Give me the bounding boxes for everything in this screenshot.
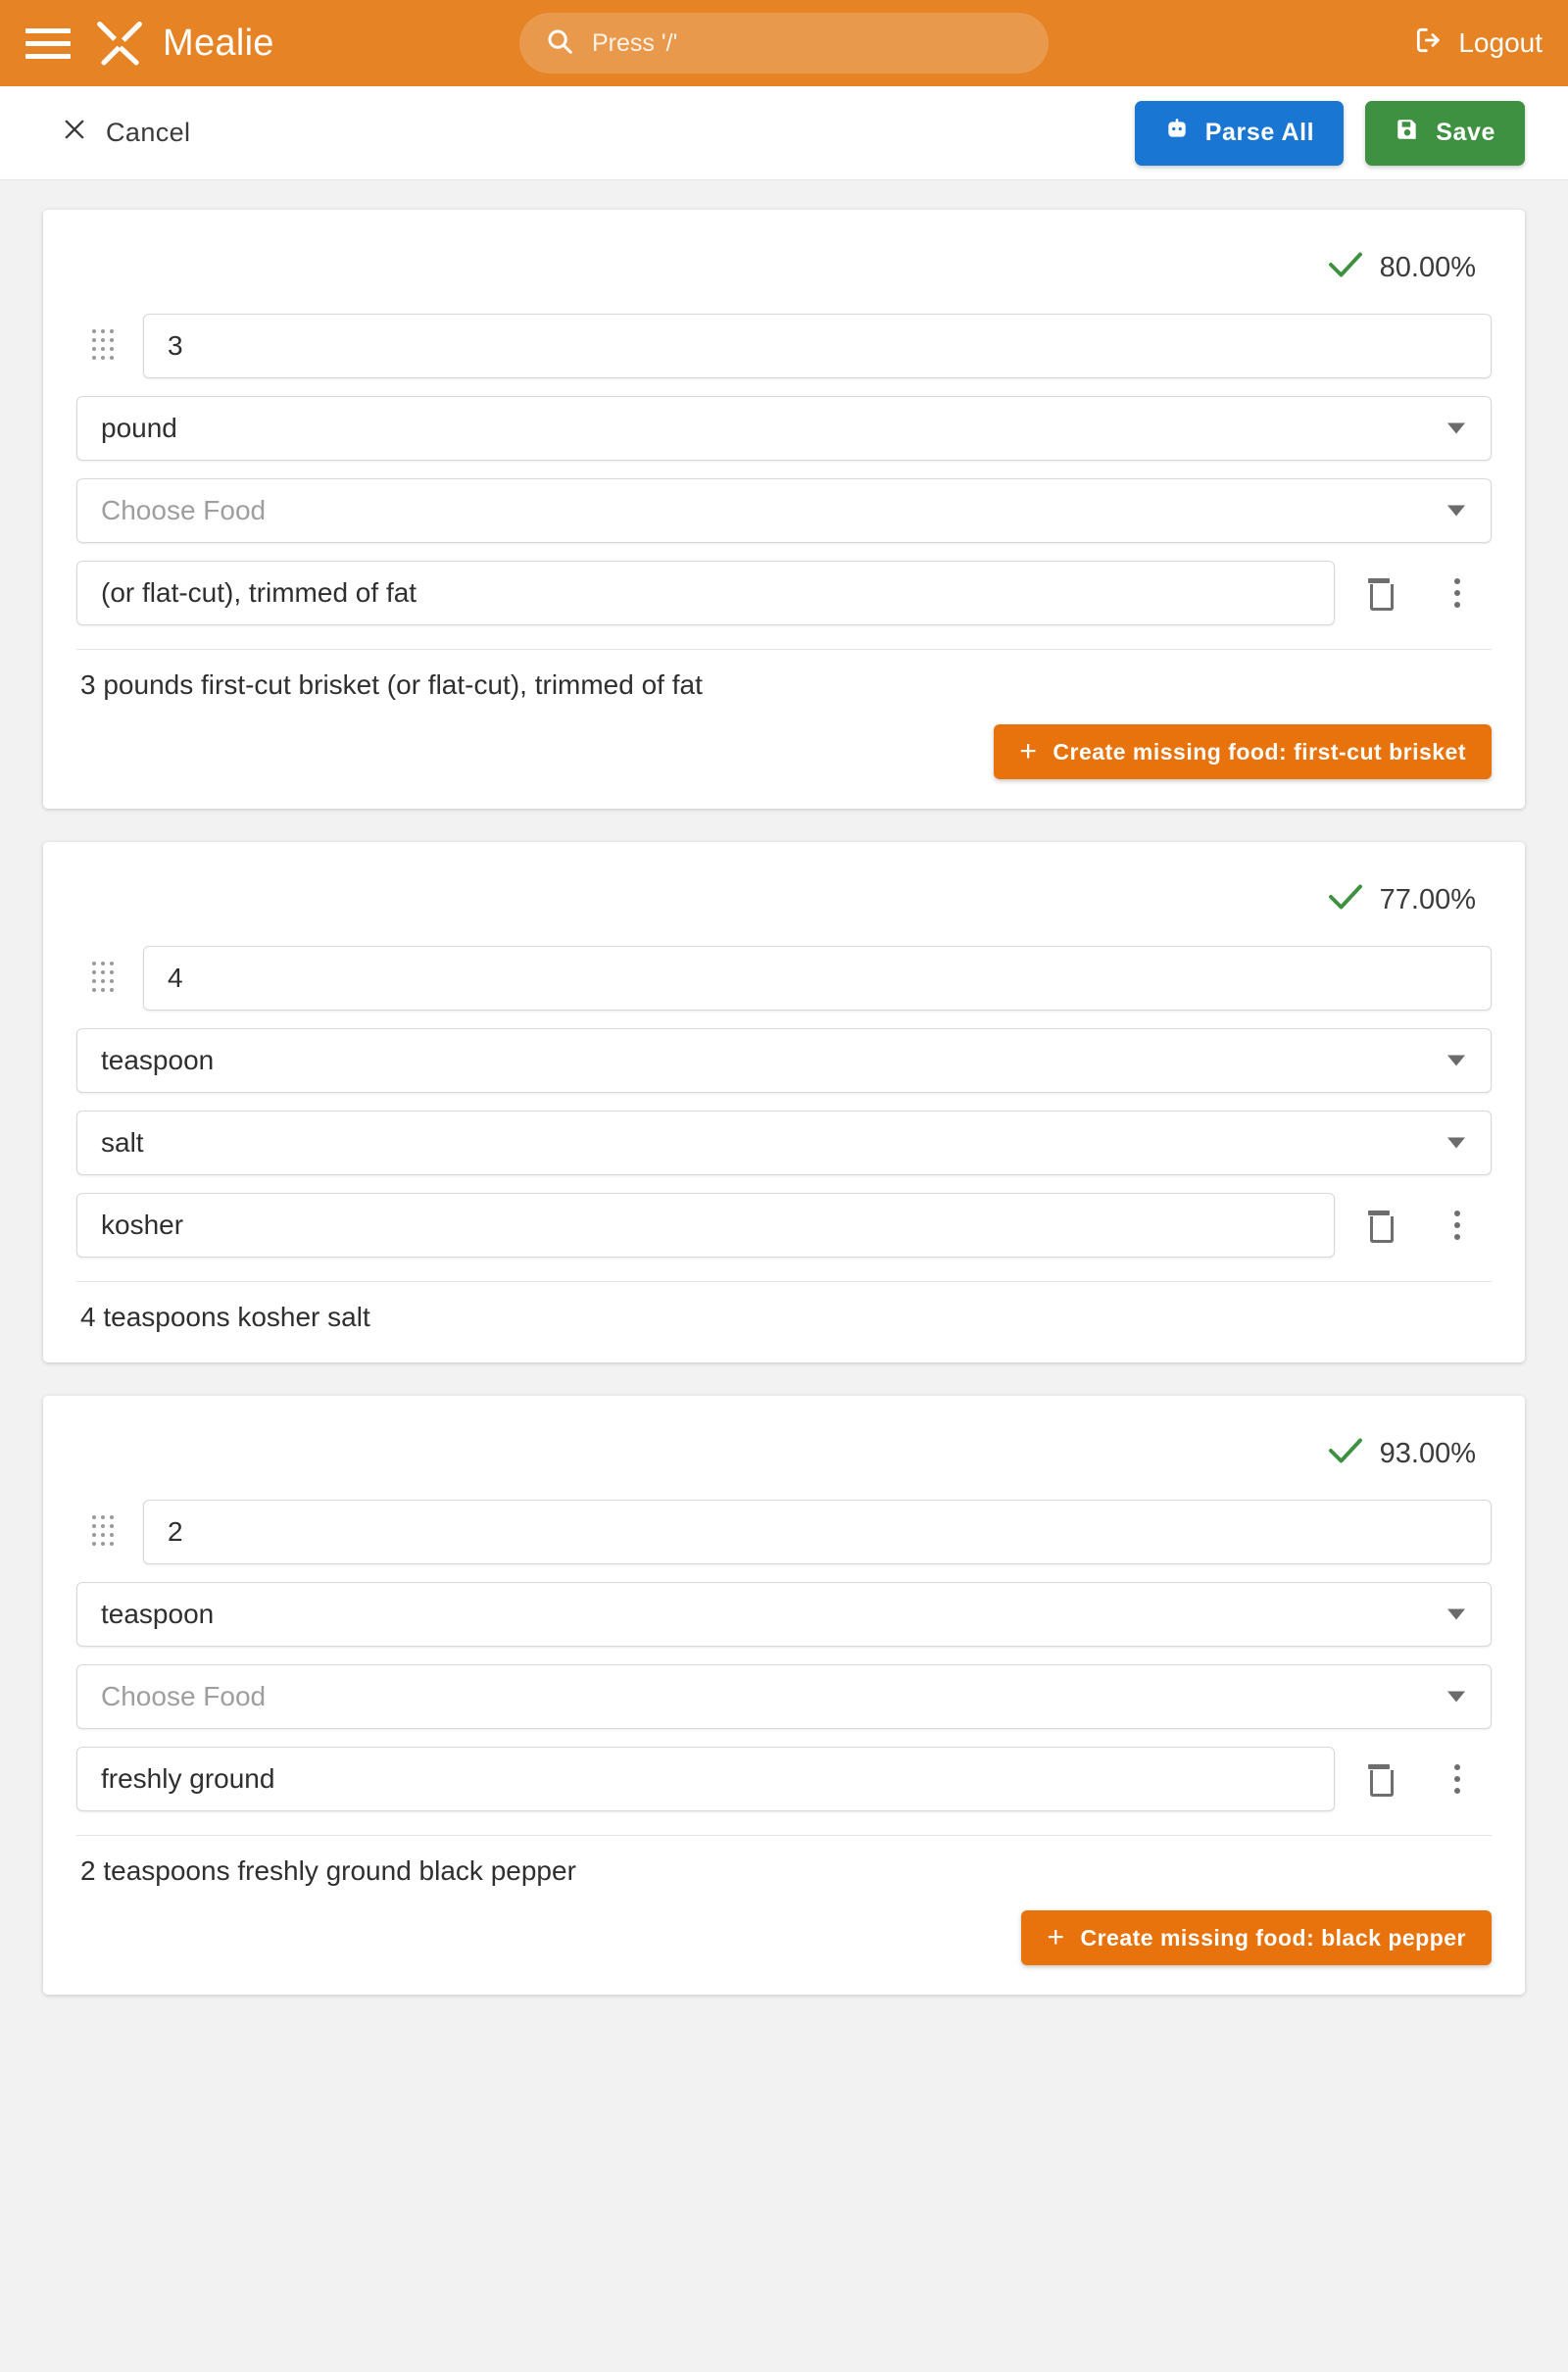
quantity-row: [76, 1500, 1492, 1564]
divider: [76, 649, 1492, 650]
confidence-indicator: [76, 235, 1492, 314]
quantity-input[interactable]: 3: [143, 314, 1492, 378]
unit-select[interactable]: [76, 1028, 1492, 1093]
note-row: [76, 561, 1492, 625]
confidence-indicator: [76, 1421, 1492, 1500]
unit-select-wrap: [76, 1582, 1492, 1647]
drag-handle-icon[interactable]: [92, 1515, 122, 1549]
delete-ingredient-button[interactable]: [1345, 1193, 1413, 1258]
food-select[interactable]: [76, 1111, 1492, 1175]
plus-icon: +: [1019, 735, 1038, 767]
search-box[interactable]: [519, 13, 1049, 74]
delete-ingredient-button[interactable]: [1345, 1747, 1413, 1811]
confidence-value: 93.00%: [1379, 1437, 1476, 1469]
delete-ingredient-button[interactable]: [1345, 561, 1413, 625]
trash-icon: [1366, 1764, 1392, 1794]
create-missing-food-button[interactable]: [994, 724, 1492, 779]
trash-icon: [1366, 1211, 1392, 1240]
trash-icon: [1366, 578, 1392, 608]
food-select[interactable]: [76, 1664, 1492, 1729]
save-button[interactable]: [1365, 101, 1525, 166]
unit-value: teaspoon: [101, 1045, 215, 1075]
note-row: [76, 1747, 1492, 1811]
divider: [76, 1281, 1492, 1282]
quantity-row: [76, 314, 1492, 378]
unit-select[interactable]: [76, 396, 1492, 461]
quantity-input[interactable]: 4: [143, 946, 1492, 1011]
create-food-row: [76, 1910, 1492, 1965]
ingredient-summary: 2 teaspoons freshly ground black pepper: [80, 1855, 576, 1886]
quantity-row: [76, 946, 1492, 1011]
logout-icon: [1413, 25, 1445, 63]
unit-select-wrap: [76, 1028, 1492, 1093]
chevron-down-icon: [1447, 1056, 1465, 1066]
food-select-wrap: [76, 478, 1492, 543]
note-input[interactable]: freshly ground: [76, 1747, 1335, 1811]
ingredient-card: [43, 210, 1525, 809]
ingredient-card: [43, 842, 1525, 1362]
check-icon: [1327, 1435, 1364, 1472]
cancel-button[interactable]: [61, 116, 190, 150]
chevron-down-icon: [1447, 423, 1465, 434]
note-input[interactable]: kosher: [76, 1193, 1335, 1258]
app-header: [0, 0, 1568, 86]
drag-handle-icon[interactable]: [92, 962, 122, 995]
unit-select-wrap: [76, 396, 1492, 461]
unit-value: teaspoon: [101, 1599, 215, 1629]
kebab-menu-icon: [1454, 1764, 1460, 1794]
search-icon: [545, 26, 574, 61]
editor-action-bar: [0, 86, 1568, 180]
food-value: Choose Food: [101, 495, 267, 525]
create-missing-food-button[interactable]: [1021, 1910, 1492, 1965]
logout-label: Logout: [1458, 27, 1543, 58]
drag-handle-icon[interactable]: [92, 329, 122, 363]
food-value: Choose Food: [101, 1681, 267, 1711]
check-icon: [1327, 881, 1364, 918]
chevron-down-icon: [1447, 1692, 1465, 1703]
ingredient-menu-button[interactable]: [1423, 1193, 1492, 1258]
ingredient-list: [0, 180, 1568, 1995]
robot-icon: [1164, 117, 1190, 149]
create-missing-food-label: Create missing food: black pepper: [1080, 1924, 1466, 1951]
create-food-row: [76, 724, 1492, 779]
kebab-menu-icon: [1454, 578, 1460, 608]
food-value: salt: [101, 1127, 144, 1158]
food-select-wrap: [76, 1664, 1492, 1729]
note-row: [76, 1193, 1492, 1258]
check-icon: [1327, 249, 1364, 286]
divider: [76, 1835, 1492, 1836]
action-buttons: [1135, 101, 1525, 166]
parse-all-button[interactable]: [1135, 101, 1344, 166]
chevron-down-icon: [1447, 1138, 1465, 1149]
food-select-wrap: [76, 1111, 1492, 1175]
ingredient-summary: 3 pounds first-cut brisket (or flat-cut), trimmed of fat: [80, 669, 703, 700]
create-missing-food-label: Create missing food: first-cut brisket: [1053, 738, 1466, 765]
app-title: Mealie: [163, 22, 274, 64]
logout-button[interactable]: [1413, 25, 1543, 63]
ingredient-card: [43, 1396, 1525, 1995]
confidence-indicator: [76, 867, 1492, 946]
close-icon: [61, 116, 88, 150]
confidence-value: 77.00%: [1379, 883, 1476, 915]
ingredient-summary: 4 teaspoons kosher salt: [80, 1302, 370, 1332]
plus-icon: +: [1047, 1921, 1065, 1953]
search-input[interactable]: [590, 28, 1023, 59]
kebab-menu-icon: [1454, 1211, 1460, 1240]
chevron-down-icon: [1447, 1609, 1465, 1620]
cancel-label: Cancel: [106, 118, 191, 147]
unit-value: pound: [101, 413, 177, 443]
note-input[interactable]: (or flat-cut), trimmed of fat: [76, 561, 1335, 625]
fork-knife-logo-icon: [94, 18, 145, 69]
ingredient-menu-button[interactable]: [1423, 561, 1492, 625]
unit-select[interactable]: [76, 1582, 1492, 1647]
food-select[interactable]: [76, 478, 1492, 543]
chevron-down-icon: [1447, 506, 1465, 517]
ingredient-menu-button[interactable]: [1423, 1747, 1492, 1811]
parse-all-label: Parse All: [1204, 119, 1315, 146]
floppy-disk-icon: [1395, 117, 1420, 149]
confidence-value: 80.00%: [1379, 251, 1476, 283]
quantity-input[interactable]: 2: [143, 1500, 1492, 1564]
hamburger-menu-icon[interactable]: [25, 24, 71, 63]
save-label: Save: [1436, 119, 1495, 146]
